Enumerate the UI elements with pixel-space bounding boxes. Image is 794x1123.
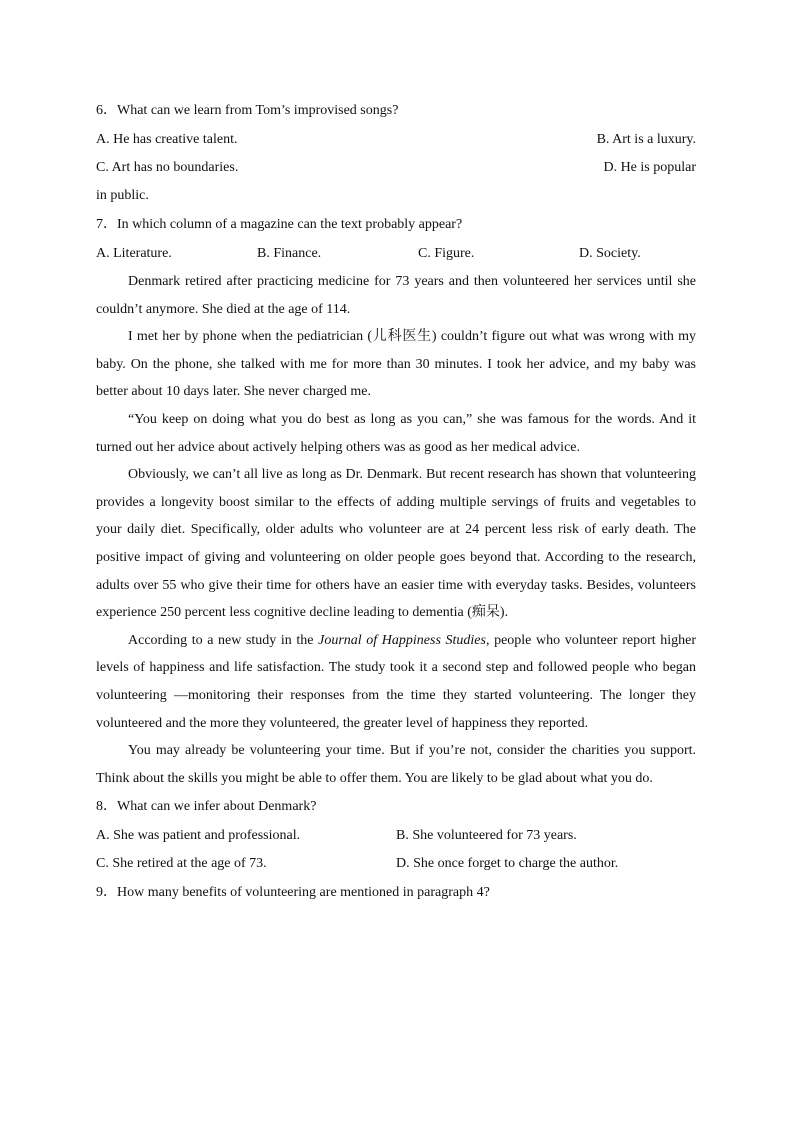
q8-option-a: A. She was patient and professional. (96, 828, 301, 844)
passage-paragraph-6: You may already be volunteering your time. But if you’re not, consider the charities you support. Think about the skills you might be able to offer them. You are likely to be glad about what you do. (96, 743, 696, 786)
question-7: 7．In which column of a magazine can the text probably appear? (96, 217, 463, 232)
question-9: 9．How many benefits of volunteering are mentioned in paragraph 4? (96, 885, 490, 901)
passage-paragraph-4: Obviously, we can’t all live as long as Dr. Denmark. But recent research has shown that volunteering provides a longevity boost similar to the effects of adding multiple servings of fruits and vegetables to your daily diet. Specifically, older adults who volunteer are at 24 percent less risk of early death. The positive impact of giving and volunteering on older people goes beyond that. According to the research, adults over 55 who give their time for others have an easier time with everyday tasks. Besides, volunteers experience 250 percent less cognitive decline leading to dementia (痴呆). (96, 467, 696, 621)
q8-option-c: C. She retired at the age of 73. (96, 856, 267, 872)
passage-paragraph-2: I met her by phone when the pediatrician (儿科医生) couldn’t figure out what was wrong with my baby. On the phone, she talked with me for more than 30 minutes. I took her advice, and my baby was better about 10 days later. She never charged me. (96, 329, 696, 400)
q7-option-d: D. Society. (579, 246, 641, 261)
passage-paragraph-3: “You keep on doing what you do best as long as you can,” she was famous for the words. And it turned out her advice about actively helping others was as good as her medical advice. (96, 411, 696, 455)
q6-options-row-2 (96, 154, 696, 182)
q7-option-a: A. Literature. (96, 246, 172, 261)
exam-page (96, 96, 696, 908)
question-6: 6．What can we learn from Tom’s improvised songs? (96, 103, 399, 118)
q7-options-row (96, 240, 696, 268)
q6-option-d: D. He is popular (603, 160, 696, 175)
q6-option-b: B. Art is a luxury. (596, 132, 696, 147)
passage-paragraph-1: Denmark retired after practicing medicine for 73 years and then volunteered her services until she couldn’t anymore. She died at the age of 114. (96, 274, 696, 317)
q6-option-d-continued: in public. (96, 188, 149, 203)
q8-option-b: B. She volunteered for 73 years. (396, 828, 577, 844)
q8-options-row-2 (96, 850, 696, 878)
q7-option-b: B. Finance. (257, 246, 322, 261)
q8-options-row-1 (96, 822, 696, 850)
q6-option-a: A. He has creative talent. (96, 132, 238, 147)
q6-option-c: C. Art has no boundaries. (96, 160, 239, 175)
q7-option-c: C. Figure. (418, 246, 475, 261)
q8-option-d: D. She once forget to charge the author. (396, 856, 619, 872)
journal-title: Journal of Happiness Studies (318, 632, 486, 648)
q6-options-row-1 (96, 126, 696, 154)
question-8: 8．What can we infer about Denmark? (96, 799, 317, 815)
passage-paragraph-5: According to a new study in the Journal of Happiness Studies, people who volunteer report higher levels of happiness and life satisfaction. The study took it a second step and followed people who began volunteering —monitoring their responses from the time they started volunteering. The longer they volunteered and the more they volunteered, the greater level of happiness they reported. (96, 632, 696, 731)
